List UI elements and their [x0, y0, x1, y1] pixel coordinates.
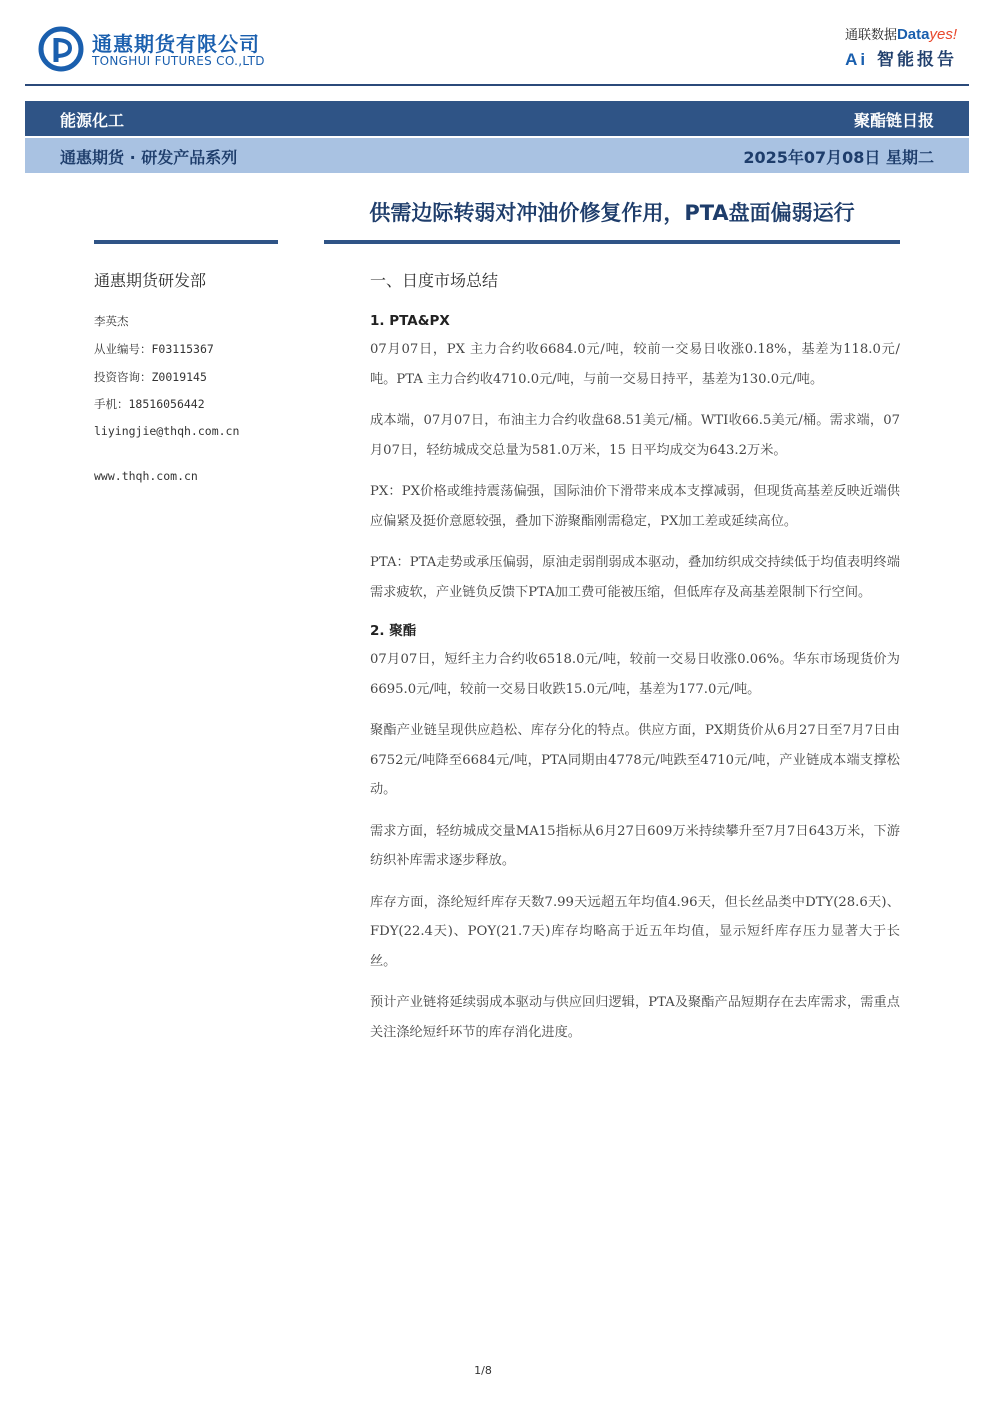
series-band [25, 138, 969, 173]
section-title: 一、日度市场总结 [370, 271, 499, 290]
main-content [370, 268, 900, 1059]
company-name-cn: 通惠期货有限公司 [92, 32, 260, 56]
paragraph: 库存方面，涤纶短纤库存天数7.99天远超五年均值4.96天，但长丝品类中DTY(28.6天)、FDY(22.4天)、POY(21.7天)库存均略高于近五年均值，显示短纤库存压力显著大于长丝。 [370, 894, 900, 969]
tonghui-logo-icon [38, 26, 84, 72]
license-number: 从业编号：F03115367 [94, 342, 214, 356]
analyst-name: 李英杰 [94, 314, 129, 328]
subsection-polyester: 2. 聚酯 [370, 623, 417, 639]
email-link[interactable]: liyingjie@thqh.com.cn [94, 424, 240, 438]
page-number: 1/8 [474, 1364, 492, 1377]
title-rule [324, 240, 900, 244]
phone-number: 手机：18516056442 [94, 397, 205, 411]
paragraph: PX：PX价格或维持震荡偏强，国际油价下滑带来成本支撑减弱，但现货高基差反映近端供应偏紧及挺价意愿较强，叠加下游聚酯刚需稳定，PX加工差或延续高位。 [370, 484, 900, 529]
category-label: 能源化工 [60, 111, 125, 130]
report-title: 供需边际转弱对冲油价修复作用，PTA盘面偏弱运行 [369, 201, 855, 225]
paragraph: PTA：PTA走势或承压偏弱，原油走弱削弱成本驱动，叠加纺织成交持续低于均值表明终端需求疲软，产业链负反馈下PTA加工费可能被压缩，但低库存及高基差限制下行空间。 [370, 555, 900, 600]
consult-number: 投资咨询：Z0019145 [94, 370, 207, 384]
datayes-brand: Data [896, 26, 930, 43]
ai-label: Ai [845, 50, 869, 69]
paragraph: 聚酯产业链呈现供应趋松、库存分化的特点。供应方面，PX期货价从6月27日至7月7日由6752元/吨降至6684元/吨，PTA同期由4778元/吨跌至4710元/吨，产业链成本端支撑松动。 [370, 723, 900, 797]
report-type-label: 聚酯链日报 [853, 111, 934, 130]
company-name-en: TONGHUI FUTURES CO.,LTD [92, 54, 265, 68]
paragraph: 需求方面，轻纺城成交量MA15指标从6月27日609万米持续攀升至7月7日643万米，下游纺织补库需求逐步释放。 [370, 823, 900, 868]
ai-report-label: 智能报告 [877, 50, 957, 70]
subsection-pta-px: 1. PTA&PX [370, 313, 450, 329]
report-date: 2025年07月08日 星期二 [743, 148, 934, 167]
header-divider [25, 84, 969, 86]
datayes-suffix: yes! [929, 26, 957, 43]
datayes-logo [797, 24, 957, 74]
company-logo [38, 26, 288, 72]
paragraph: 预计产业链将延续弱成本驱动与供应回归逻辑，PTA及聚酯产品短期存在去库需求，需重点关注涤纶短纤环节的库存消化进度。 [370, 995, 900, 1040]
sidebar-rule [94, 240, 278, 244]
paragraph: 07月07日，PX 主力合约收6684.0元/吨，较前一交易日收涨0.18%，基差为118.0元/吨。PTA 主力合约收4710.0元/吨，与前一交易日持平，基差为130.0元/吨。 [370, 342, 900, 387]
website-link[interactable]: www.thqh.com.cn [94, 469, 198, 483]
paragraph: 07月07日，短纤主力合约收6518.0元/吨，较前一交易日收涨0.06%。华东市场现货价为6695.0元/吨，较前一交易日收跌15.0元/吨，基差为177.0元/吨。 [370, 652, 900, 697]
series-label: 通惠期货 · 研发产品系列 [60, 148, 238, 167]
sidebar-dept: 通惠期货研发部 [94, 271, 207, 290]
category-band [25, 101, 969, 136]
paragraph: 成本端，07月07日，布油主力合约收盘68.51美元/桶。WTI收66.5美元/桶。需求端，07月07日，轻纺城成交总量为581.0万米，15 日平均成交为643.2万米。 [370, 413, 900, 458]
datayes-prefix: 通联数据 [844, 28, 897, 43]
